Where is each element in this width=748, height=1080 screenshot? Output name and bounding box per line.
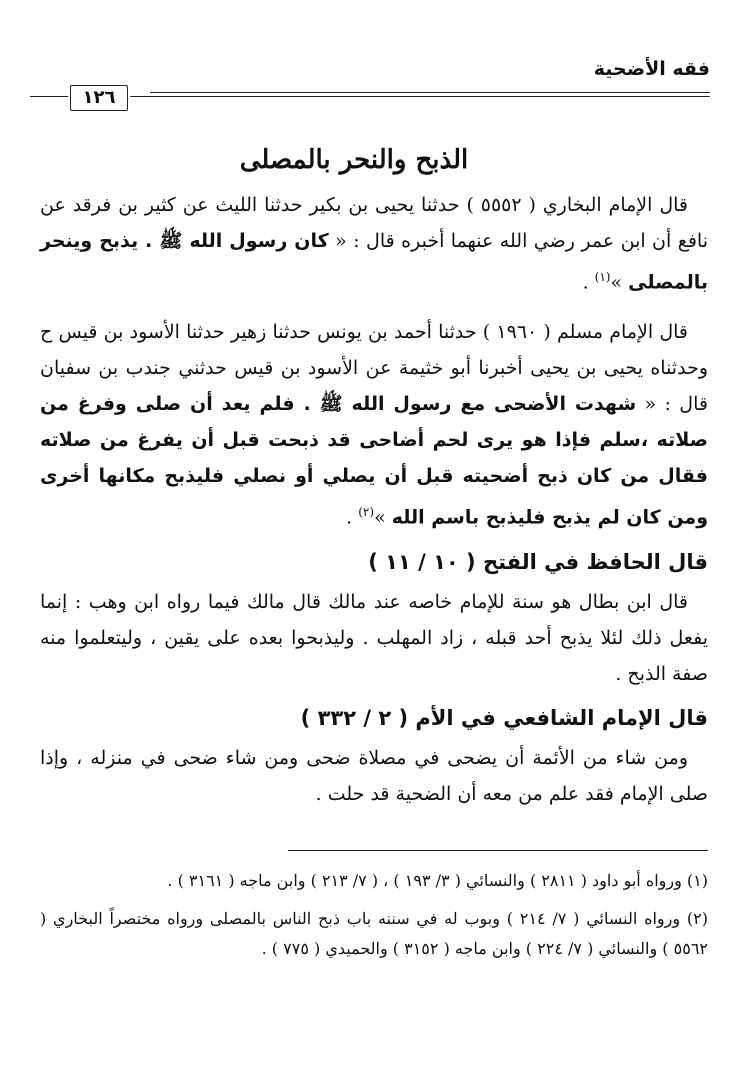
footnotes xyxy=(40,866,708,972)
footnote-ref-2[interactable]: (٢) xyxy=(358,505,375,520)
section-heading-umm: قال الإمام الشافعي في الأم ( ٢ / ٣٣٢ ) xyxy=(300,705,708,730)
page-body xyxy=(40,145,708,826)
chapter-title: الذبح والنحر بالمصلى xyxy=(239,145,469,175)
running-title: فقه الأضحية xyxy=(593,58,710,80)
quote-close: » xyxy=(374,506,392,529)
header-rule-left xyxy=(30,96,68,97)
hadith-quote: شهدت الأضحى مع رسول الله ﷺ . فلم يعد أن صلى وفرغ من صلاته ،سلم فإذا هو يرى لحم أضاحى قد ذبحت قبل أن يفرغ من صلاته فقال من كان ذبح أضحيته قبل أن يصلي أو نصلي فليذبح مكانها أخرى ومن كان لم يذبح فليذبح باسم الله xyxy=(40,393,708,529)
footnote-2: (٢) ورواه النسائي ( ٧/ ٢١٤ ) وبوب له في سننه باب ذبح الناس بالمصلى ورواه مختصراً البخاري ( ٥٥٦٢ ) والنسائي ( ٧/ ٢٢٤ ) وابن ماجه ( ٣١٥٢ ) والحميدي ( ٧٧٥ ) . xyxy=(40,909,709,958)
page-header xyxy=(30,58,710,108)
paragraph-bukhari xyxy=(40,187,708,300)
paragraph-text: قال الإمام مسلم ( ١٩٦٠ ) حدثنا أحمد بن يونس حدثنا زهير حدثنا الأسود بن قيس ح وحدثناه يحيى بن يحيى أخبرنا أبو خثيمة عن الأسود بن قيس حدثني جندب بن سفيان قال : « xyxy=(40,321,708,416)
footnote-ref-1[interactable]: (١) xyxy=(594,270,611,284)
hadith-quote: كان رسول الله ﷺ . يذبح وينحر بالمصلى xyxy=(40,230,708,294)
paragraph-muslim xyxy=(40,314,708,535)
sentence-end: . xyxy=(582,271,595,294)
footnote-separator xyxy=(288,850,708,851)
paragraph-ibn-battal: قال ابن بطال هو سنة للإمام خاصه عند مالك قال مالك فيما رواه ابن وهب : إنما يفعل ذلك لئلا يذبح أحد قبله ، زاد المهلب . وليذبحوا بعده على يقين ، وليتعلموا منه صفة الذبح . xyxy=(40,590,708,685)
header-rule-short xyxy=(130,96,150,97)
quote-close: » xyxy=(610,271,629,294)
sentence-end: . xyxy=(346,506,359,529)
page-number: ١٢٦ xyxy=(70,85,128,111)
footnote-1: (١) ورواه أبو داود ( ٢٨١١ ) والنسائي ( ٣/ ١٩٣ ) ، ( ٧/ ٢١٣ ) وابن ماجه ( ٣١٦١ ) . xyxy=(167,871,708,890)
header-rule-thin xyxy=(150,96,710,97)
header-rule xyxy=(150,92,710,93)
section-heading-fath: قال الحافظ في الفتح ( ١٠ / ١١ ) xyxy=(368,549,708,574)
paragraph-shafii: ومن شاء من الأئمة أن يضحى في مصلاة ضحى ومن شاء ضحى في منزله ، وإذا صلى الإمام فقد علم من معه أن الضحية قد حلت . xyxy=(40,746,708,805)
paragraph-text: قال الإمام البخاري ( ٥٥٥٢ ) حدثنا يحيى بن بكير حدثنا الليث عن كثير بن فرقد عن نافع أن ابن عمر رضي الله عنهما أخبره قال : « xyxy=(40,194,708,252)
